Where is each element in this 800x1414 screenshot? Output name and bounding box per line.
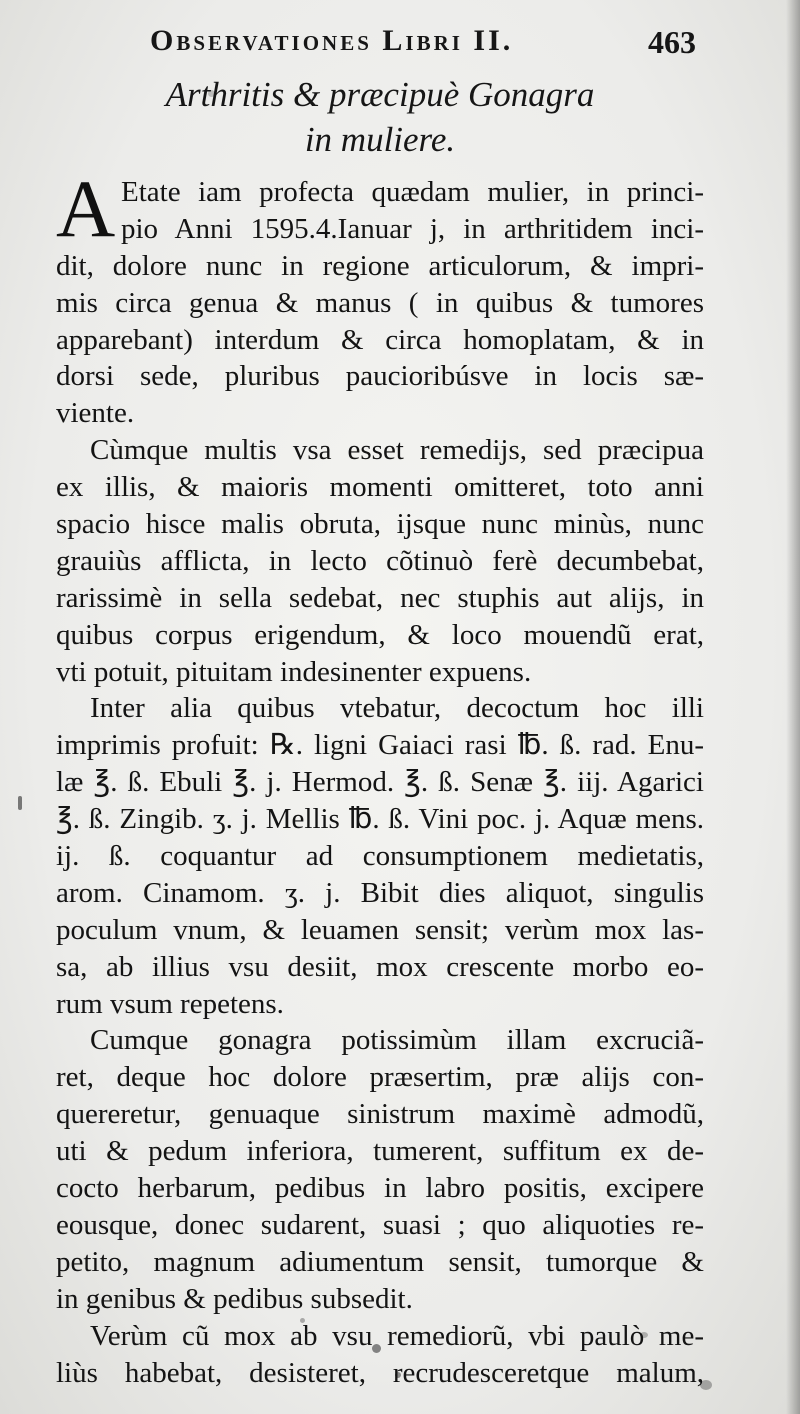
text-line: imprimis profuit: ℞. ligni Gaiaci rasi ℔. ß. rad. Enu- [56,729,704,762]
running-title: Observationes Libri II. [150,24,514,57]
ink-speck [18,796,22,810]
text-line: poculum vnum, & leuamen sensit; verùm mox las- [56,913,704,946]
drop-cap: A [56,163,116,254]
text-line: uti & pedum inferiora, tumerent, suffitum ex de- [56,1135,704,1168]
text-line: quibus corpus erigendum, & loco mouendũ erat, [56,618,704,651]
text-line: liùs habebat, desisteret, recrudesceretque malum, [56,1356,704,1389]
section-title-line: in muliere. [304,120,456,159]
text-line: apparebant) interdum & circa homoplatam, & in [56,323,704,356]
text-line: petito, magnum adiumentum sensit, tumorque & [56,1245,704,1278]
text-line: sa, ab illius vsu desiit, mox crescente morbo eo- [56,950,704,983]
text-line: ret, deque hoc dolore præsertim, præ alijs con- [56,1061,704,1094]
text-line: quereretur, genuaque sinistrum maximè admodũ, [56,1098,704,1131]
text-line: ℥. ß. Zingib. ʒ. j. Mellis ℔. ß. Vini poc. j. Aquæ mens. [56,803,704,836]
text-line: Inter alia quibus vtebatur, decoctum hoc illi [90,692,704,725]
text-line: ex illis, & maioris momenti omitteret, toto anni [56,471,704,504]
section-title [0,72,760,162]
text-line: eousque, donec sudarent, suasi ; quo aliquoties re- [56,1208,704,1241]
text-line: grauiùs afflicta, in lecto cõtinuò ferè decumbebat, [56,544,704,577]
text-line: Cùmque multis vsa esset remedijs, sed præcipua [90,434,704,467]
text-line: viente. [56,397,135,430]
text-line: Verùm cũ mox ab vsu remediorũ, vbi paulò me- [90,1319,704,1352]
text-line: spacio hisce malis obruta, ijsque nunc minùs, nunc [56,508,704,541]
text-line: rarissimè in sella sedebat, nec stuphis aut alijs, in [56,581,704,614]
text-line: mis circa genua & manus ( in quibus & tumores [56,286,704,319]
text-line: cocto herbarum, pedibus in labro positis, excipere [56,1172,704,1205]
text-line: dit, dolore nunc in regione articulorum, & impri- [56,249,704,282]
text-line: pio Anni 1595.4.Ianuar j, in arthritidem inci- [121,212,704,245]
text-line: læ ℥. ß. Ebuli ℥. j. Hermod. ℥. ß. Senæ ℥. iij. Agarici [56,766,704,799]
page-number: 463 [648,24,696,60]
text-line: Cumque gonagra potissimùm illam excruciã- [90,1024,704,1057]
section-title-line: Arthritis & præcipuè Gonagra [165,75,595,114]
text-line: arom. Cinamom. ʒ. j. Bibit dies aliquot, singulis [56,876,704,909]
body-text [56,174,704,1391]
text-line: in genibus & pedibus subsedit. [56,1282,413,1315]
page-edge-shadow [786,0,800,1414]
text-line: Etate iam profecta quædam mulier, in princi- [121,176,704,208]
text-line: dorsi sede, pluribus paucioribúsve in locis sæ- [56,360,704,393]
text-line: ij. ß. coquantur ad consumptionem medietatis, [56,840,704,873]
text-line: rum vsum repetens. [56,987,284,1020]
text-line: vti potuit, pituitam indesinenter expuens. [56,655,532,688]
